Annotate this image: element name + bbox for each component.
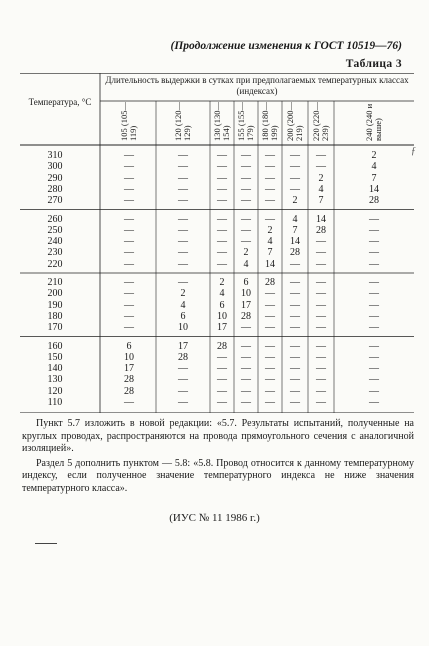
duration-cell: —	[178, 213, 188, 225]
duration-cell: 14	[265, 258, 275, 270]
duration-cell: 2	[267, 224, 273, 236]
duration-cell: 14	[316, 213, 326, 225]
duration-cell: 17	[178, 340, 188, 352]
duration-cell: —	[124, 310, 134, 322]
duration-cell: —	[178, 363, 188, 375]
duration-cell: —	[217, 374, 227, 386]
temperature-cell: 220	[47, 258, 63, 270]
duration-cell: 4	[180, 299, 186, 311]
duration-cell: —	[265, 183, 275, 195]
duration-cell: —	[124, 288, 134, 300]
duration-cell: —	[316, 322, 326, 334]
duration-cell: —	[241, 374, 251, 386]
duration-cell: 28	[265, 277, 275, 288]
temperature-cell: 290	[47, 172, 63, 184]
duration-cell: —	[265, 172, 275, 184]
duration-cell: —	[124, 224, 134, 236]
duration-cell: —	[217, 236, 227, 248]
duration-cell: —	[265, 363, 275, 375]
duration-cell: —	[178, 374, 188, 386]
duration-cell: 10	[241, 288, 251, 300]
duration-cell: —	[369, 277, 379, 288]
duration-cell: 6	[219, 299, 225, 311]
duration-cell: —	[178, 385, 188, 397]
duration-cell: —	[265, 397, 275, 408]
duration-cell: —	[124, 277, 134, 288]
continuation-header: (Продолжение изменения к ГОСТ 10519—76)	[170, 40, 402, 52]
duration-cell: —	[369, 374, 379, 386]
duration-cell: —	[290, 363, 300, 375]
duration-cell: 14	[369, 183, 379, 195]
duration-cell: —	[290, 397, 300, 408]
duration-cell: 6	[180, 310, 186, 322]
table-label: Таблица 3	[345, 58, 402, 70]
duration-cell: —	[369, 224, 379, 236]
duration-cell: —	[265, 374, 275, 386]
duration-cell: 2	[292, 195, 298, 207]
column-header-3: 130 (130—154)	[212, 102, 231, 141]
duration-cell: —	[369, 322, 379, 334]
duration-cell: —	[124, 195, 134, 207]
duration-cell: —	[178, 258, 188, 270]
duration-cell: —	[124, 236, 134, 248]
duration-cell: 4	[243, 258, 249, 270]
duration-cell: —	[178, 172, 188, 184]
duration-cell: 10	[178, 322, 188, 334]
temperature-cell: 150	[47, 351, 63, 363]
duration-cell: —	[369, 236, 379, 248]
temperature-cell: 310	[47, 150, 63, 161]
column-header-1: 105 (105—119)	[119, 102, 138, 141]
duration-cell: —	[265, 310, 275, 322]
duration-cell: —	[178, 224, 188, 236]
duration-cell: —	[124, 322, 134, 334]
temperature-cell: 270	[47, 195, 63, 207]
duration-cell: 17	[241, 299, 251, 311]
duration-cell: —	[178, 247, 188, 259]
duration-cell: —	[217, 385, 227, 397]
duration-cell: 6	[126, 340, 132, 352]
duration-cell: —	[290, 288, 300, 300]
duration-cell: —	[290, 310, 300, 322]
duration-cell: —	[124, 150, 134, 161]
duration-cell: 17	[217, 322, 227, 334]
duration-cell: —	[316, 247, 326, 259]
temperature-cell: 300	[47, 161, 63, 173]
duration-cell: —	[241, 351, 251, 363]
duration-cell: —	[178, 150, 188, 161]
duration-cell: —	[316, 277, 326, 288]
duration-cell: 28	[369, 195, 379, 207]
duration-cell: —	[290, 161, 300, 173]
duration-cell: —	[265, 299, 275, 311]
temperature-cell: 110	[47, 397, 63, 408]
temperature-cell: 170	[47, 322, 63, 334]
duration-main-header: Длительность выдержки в сутках при предполагаемых температурных классах (индексах)	[105, 75, 409, 96]
temperature-cell: 250	[47, 224, 63, 236]
duration-cell: 28	[316, 224, 326, 236]
duration-cell: —	[124, 183, 134, 195]
duration-cell: 7	[267, 247, 273, 259]
duration-cell: 17	[124, 363, 134, 375]
paragraph-5-8: Раздел 5 дополнить пунктом — 5.8: «5.8. Провод относится к данному температурному индексу, если полученное значение температурного индекса не ниже значения температурного класса».	[22, 457, 414, 494]
duration-cell: —	[369, 363, 379, 375]
duration-cell: —	[241, 340, 251, 352]
duration-cell: —	[316, 299, 326, 311]
ius-reference: (ИУС № 11 1986 г.)	[169, 512, 260, 524]
duration-cell: —	[217, 213, 227, 225]
temperature-cell: 180	[47, 310, 63, 322]
margin-mark: ƒ	[411, 146, 416, 157]
duration-cell: 4	[219, 288, 225, 300]
amendment-text	[22, 418, 414, 495]
temperature-cell: 240	[47, 236, 63, 248]
duration-cell: —	[124, 247, 134, 259]
duration-cell: 2	[318, 172, 324, 184]
duration-cell: 4	[267, 236, 273, 248]
duration-cell: 2	[243, 247, 249, 259]
duration-cell: —	[369, 310, 379, 322]
column-header-7: 220 (220—239)	[311, 102, 330, 141]
duration-cell: 7	[292, 224, 298, 236]
duration-cell: —	[265, 340, 275, 352]
duration-cell: —	[369, 288, 379, 300]
column-header-6: 200 (200—219)	[285, 102, 304, 141]
duration-cell: —	[290, 299, 300, 311]
duration-cell: —	[290, 150, 300, 161]
temperature-cell: 280	[47, 183, 63, 195]
column-header-8: 240 (240 и выше)	[364, 103, 383, 141]
temperature-cell: 190	[47, 299, 63, 311]
duration-cell: —	[178, 397, 188, 408]
duration-cell: 2	[180, 288, 186, 300]
duration-cell: —	[265, 322, 275, 334]
duration-cell: —	[316, 351, 326, 363]
duration-cell: 28	[241, 310, 251, 322]
temperature-cell: 140	[47, 363, 63, 375]
duration-cell: —	[241, 363, 251, 375]
duration-cell: —	[241, 385, 251, 397]
duration-cell: —	[369, 397, 379, 408]
duration-cell: —	[217, 224, 227, 236]
duration-cell: —	[369, 340, 379, 352]
temperature-column-header: Температура, °C	[28, 97, 92, 107]
duration-cell: —	[369, 351, 379, 363]
duration-cell: —	[217, 161, 227, 173]
duration-cell: —	[316, 397, 326, 408]
duration-cell: —	[217, 351, 227, 363]
duration-cell: —	[290, 374, 300, 386]
duration-cell: —	[290, 385, 300, 397]
duration-cell: —	[316, 236, 326, 248]
temperature-cell: 160	[47, 340, 63, 352]
duration-cell: —	[217, 397, 227, 408]
duration-cell: 7	[318, 195, 324, 207]
duration-cell: 10	[217, 310, 227, 322]
duration-cell: —	[316, 161, 326, 173]
duration-cell: —	[369, 385, 379, 397]
temperature-cell: 130	[47, 374, 63, 386]
duration-cell: 2	[219, 277, 225, 288]
duration-cell: —	[265, 385, 275, 397]
duration-cell: —	[316, 340, 326, 352]
duration-cell: —	[217, 183, 227, 195]
duration-cell: —	[241, 172, 251, 184]
duration-cell: —	[265, 213, 275, 225]
duration-cell: 4	[292, 213, 298, 225]
duration-cell: 14	[290, 236, 300, 248]
duration-cell: 4	[371, 161, 377, 173]
duration-cell: —	[241, 213, 251, 225]
duration-table	[20, 73, 414, 413]
duration-cell: —	[178, 277, 188, 288]
duration-cell: —	[316, 310, 326, 322]
duration-cell: —	[369, 258, 379, 270]
column-header-5: 180 (180—199)	[260, 102, 279, 141]
duration-cell: —	[241, 236, 251, 248]
temperature-cell: 120	[47, 385, 63, 397]
duration-cell: —	[316, 258, 326, 270]
duration-cell: —	[241, 183, 251, 195]
footer-rule	[35, 543, 57, 544]
duration-cell: 7	[371, 172, 377, 184]
duration-cell: —	[178, 195, 188, 207]
duration-cell: —	[178, 236, 188, 248]
duration-cell: —	[241, 397, 251, 408]
duration-cell: —	[290, 258, 300, 270]
duration-cell: —	[316, 150, 326, 161]
temperature-cell: 210	[47, 277, 63, 288]
duration-cell: —	[369, 247, 379, 259]
column-header-4: 155 (155—179)	[236, 102, 255, 141]
duration-cell: 4	[318, 183, 324, 195]
duration-cell: —	[124, 172, 134, 184]
duration-cell: —	[369, 213, 379, 225]
duration-cell: —	[217, 195, 227, 207]
duration-cell: —	[217, 172, 227, 184]
duration-cell: —	[217, 363, 227, 375]
duration-cell: 28	[217, 340, 227, 352]
duration-cell: 2	[371, 150, 377, 161]
duration-cell: —	[290, 172, 300, 184]
duration-cell: —	[241, 322, 251, 334]
duration-cell: —	[241, 195, 251, 207]
duration-cell: —	[241, 161, 251, 173]
duration-cell: —	[316, 288, 326, 300]
duration-cell: —	[265, 288, 275, 300]
duration-cell: —	[265, 161, 275, 173]
duration-cell: —	[265, 150, 275, 161]
duration-cell: —	[124, 161, 134, 173]
duration-cell: —	[124, 258, 134, 270]
duration-cell: 10	[124, 351, 134, 363]
duration-cell: —	[369, 299, 379, 311]
duration-cell: —	[124, 299, 134, 311]
duration-cell: —	[316, 363, 326, 375]
duration-cell: 28	[124, 385, 134, 397]
temperature-cell: 230	[47, 247, 63, 259]
duration-cell: —	[290, 322, 300, 334]
paragraph-5-7: Пункт 5.7 изложить в новой редакции: «5.7. Результаты испытаний, полученные на круглых проводах, распространяются на провода прямоугольного сечения с аналогичной изоляцией».	[22, 418, 414, 454]
duration-cell: —	[290, 351, 300, 363]
temperature-cell: 260	[47, 213, 63, 225]
duration-cell: 6	[243, 277, 249, 288]
duration-cell: —	[290, 183, 300, 195]
temperature-cell: 200	[47, 288, 63, 300]
duration-cell: —	[290, 277, 300, 288]
duration-cell: —	[178, 161, 188, 173]
duration-cell: 28	[178, 351, 188, 363]
duration-cell: —	[316, 385, 326, 397]
duration-cell: —	[217, 258, 227, 270]
duration-cell: —	[124, 397, 134, 408]
duration-cell: —	[217, 247, 227, 259]
duration-cell: 28	[124, 374, 134, 386]
duration-cell: —	[316, 374, 326, 386]
duration-cell: —	[290, 340, 300, 352]
column-header-2: 120 (120—129)	[173, 102, 192, 141]
duration-cell: 28	[290, 247, 300, 259]
duration-cell: —	[241, 150, 251, 161]
duration-cell: —	[124, 213, 134, 225]
duration-cell: —	[265, 195, 275, 207]
duration-cell: —	[265, 351, 275, 363]
duration-cell: —	[178, 183, 188, 195]
duration-cell: —	[217, 150, 227, 161]
duration-cell: —	[241, 224, 251, 236]
